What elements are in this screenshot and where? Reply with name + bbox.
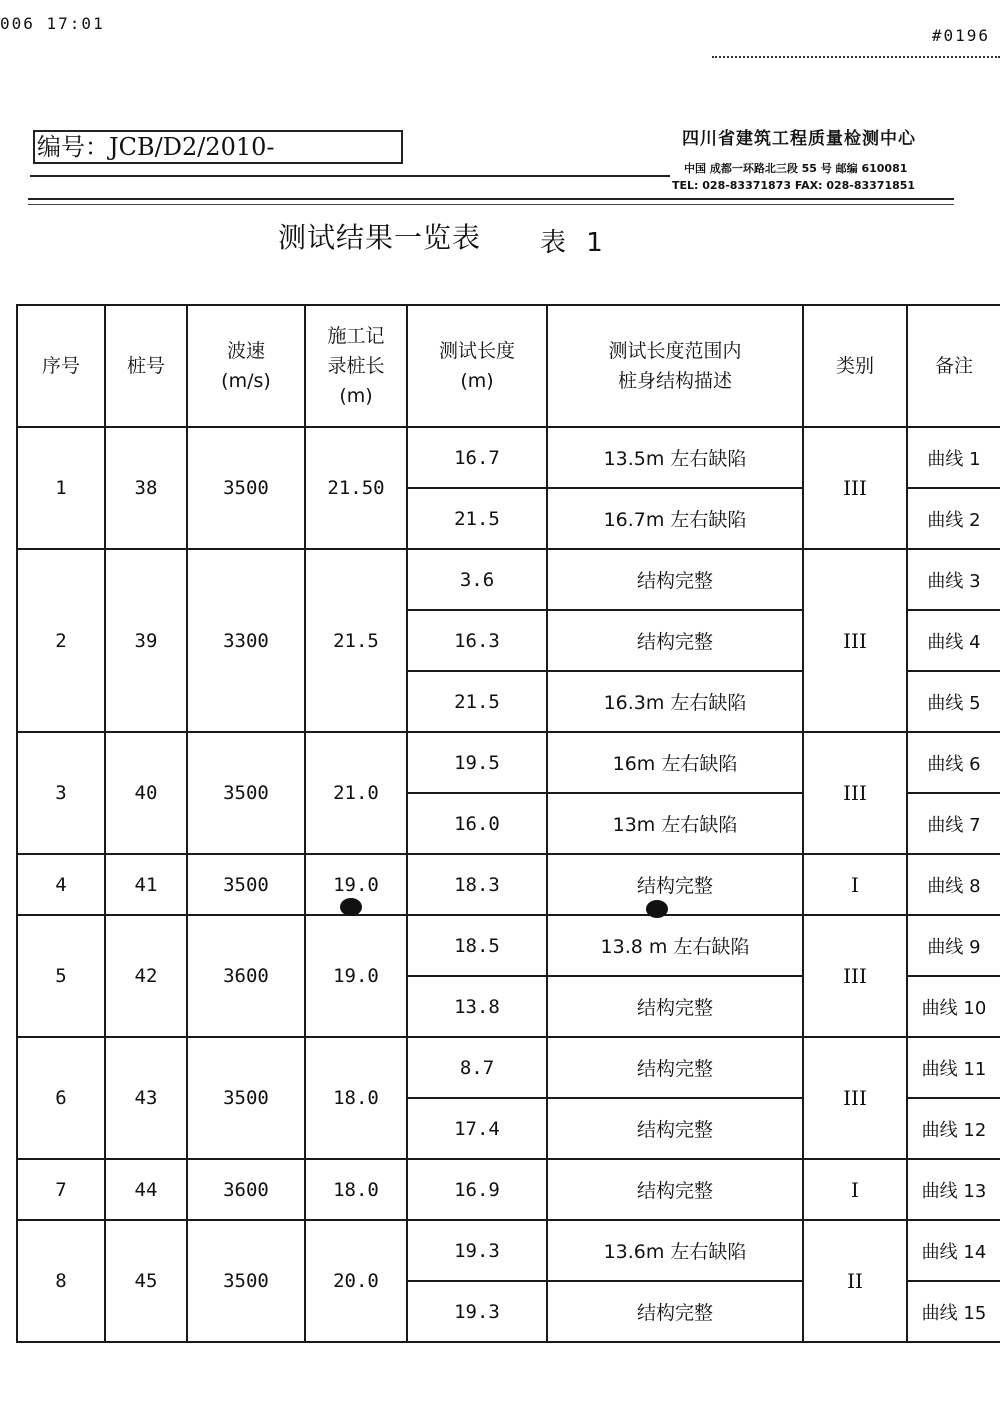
organization-name: 四川省建筑工程质量检测中心 bbox=[682, 129, 916, 149]
cell-seq: 8 bbox=[17, 1220, 105, 1342]
cell-category: III bbox=[803, 1037, 907, 1159]
cell-wave-speed: 3500 bbox=[187, 427, 305, 549]
header-note: 备注 bbox=[907, 305, 1000, 427]
cell-note: 曲线 3 bbox=[907, 549, 1000, 610]
cell-seq: 2 bbox=[17, 549, 105, 732]
cell-note: 曲线 7 bbox=[907, 793, 1000, 854]
cell-wave-speed: 3500 bbox=[187, 732, 305, 854]
cell-recorded-length: 18.0 bbox=[305, 1037, 407, 1159]
cell-recorded-length: 21.0 bbox=[305, 732, 407, 854]
cell-category: II bbox=[803, 1220, 907, 1342]
cell-test-length: 3.6 bbox=[407, 549, 547, 610]
cell-wave-speed: 3600 bbox=[187, 915, 305, 1037]
cell-category: I bbox=[803, 854, 907, 915]
cell-description: 16m 左右缺陷 bbox=[547, 732, 803, 793]
cell-test-length: 21.5 bbox=[407, 671, 547, 732]
cell-recorded-length: 18.0 bbox=[305, 1159, 407, 1220]
cell-description: 13m 左右缺陷 bbox=[547, 793, 803, 854]
cell-recorded-length: 21.5 bbox=[305, 549, 407, 732]
cell-recorded-length: 19.0 bbox=[305, 854, 407, 915]
header-test-length: 测试长度 (m) bbox=[407, 305, 547, 427]
header-description: 测试长度范围内 桩身结构描述 bbox=[547, 305, 803, 427]
fax-page-number: #0196 bbox=[931, 26, 990, 45]
cell-description: 结构完整 bbox=[547, 1159, 803, 1220]
cell-test-length: 8.7 bbox=[407, 1037, 547, 1098]
cell-test-length: 13.8 bbox=[407, 976, 547, 1037]
cell-wave-speed: 3500 bbox=[187, 854, 305, 915]
table-header-row bbox=[17, 305, 1000, 427]
header-seq: 序号 bbox=[17, 305, 105, 427]
page-title: 测试结果一览表 bbox=[278, 221, 482, 254]
table-tag: 表 1 bbox=[540, 228, 609, 258]
ink-blot bbox=[340, 898, 362, 916]
cell-recorded-length: 19.0 bbox=[305, 915, 407, 1037]
cell-recorded-length: 21.50 bbox=[305, 427, 407, 549]
cell-note: 曲线 11 bbox=[907, 1037, 1000, 1098]
organization-contact: TEL: 028-83371873 FAX: 028-83371851 bbox=[672, 179, 916, 192]
cell-note: 曲线 10 bbox=[907, 976, 1000, 1037]
table-row bbox=[17, 1037, 1000, 1098]
cell-note: 曲线 6 bbox=[907, 732, 1000, 793]
cell-note: 曲线 15 bbox=[907, 1281, 1000, 1342]
cell-description: 16.7m 左右缺陷 bbox=[547, 488, 803, 549]
cell-test-length: 19.3 bbox=[407, 1220, 547, 1281]
cell-category: I bbox=[803, 1159, 907, 1220]
header-recorded-length: 施工记 录桩长 (m) bbox=[305, 305, 407, 427]
cell-description: 13.6m 左右缺陷 bbox=[547, 1220, 803, 1281]
cell-description: 结构完整 bbox=[547, 1098, 803, 1159]
cell-pile: 43 bbox=[105, 1037, 187, 1159]
cell-seq: 1 bbox=[17, 427, 105, 549]
cell-description: 结构完整 bbox=[547, 1281, 803, 1342]
cell-pile: 38 bbox=[105, 427, 187, 549]
cell-test-length: 16.0 bbox=[407, 793, 547, 854]
header-rule bbox=[28, 198, 954, 200]
cell-category: III bbox=[803, 915, 907, 1037]
cell-pile: 45 bbox=[105, 1220, 187, 1342]
table-row bbox=[17, 1220, 1000, 1281]
cell-category: III bbox=[803, 427, 907, 549]
cell-test-length: 18.5 bbox=[407, 915, 547, 976]
cell-description: 13.5m 左右缺陷 bbox=[547, 427, 803, 488]
header-rule bbox=[30, 175, 670, 177]
cell-test-length: 16.9 bbox=[407, 1159, 547, 1220]
table-row bbox=[17, 732, 1000, 793]
cell-pile: 44 bbox=[105, 1159, 187, 1220]
cell-note: 曲线 4 bbox=[907, 610, 1000, 671]
ink-blot bbox=[646, 900, 668, 918]
cell-note: 曲线 13 bbox=[907, 1159, 1000, 1220]
cell-description: 结构完整 bbox=[547, 610, 803, 671]
cell-description: 13.8 m 左右缺陷 bbox=[547, 915, 803, 976]
header-pile: 桩号 bbox=[105, 305, 187, 427]
dotted-divider bbox=[712, 56, 1000, 58]
report-code-box bbox=[33, 130, 403, 164]
cell-note: 曲线 2 bbox=[907, 488, 1000, 549]
table-row bbox=[17, 1159, 1000, 1220]
cell-recorded-length: 20.0 bbox=[305, 1220, 407, 1342]
cell-wave-speed: 3300 bbox=[187, 549, 305, 732]
cell-note: 曲线 12 bbox=[907, 1098, 1000, 1159]
cell-test-length: 17.4 bbox=[407, 1098, 547, 1159]
cell-pile: 41 bbox=[105, 854, 187, 915]
cell-test-length: 18.3 bbox=[407, 854, 547, 915]
cell-category: III bbox=[803, 732, 907, 854]
cell-seq: 3 bbox=[17, 732, 105, 854]
cell-seq: 5 bbox=[17, 915, 105, 1037]
report-code-label: 编号： bbox=[37, 133, 109, 161]
table-row bbox=[17, 854, 1000, 915]
table-body bbox=[17, 427, 1000, 1342]
cell-note: 曲线 9 bbox=[907, 915, 1000, 976]
cell-pile: 39 bbox=[105, 549, 187, 732]
cell-wave-speed: 3500 bbox=[187, 1220, 305, 1342]
cell-test-length: 16.3 bbox=[407, 610, 547, 671]
organization-address: 中国 成都一环路北三段 55 号 邮编 610081 bbox=[684, 162, 908, 175]
cell-note: 曲线 8 bbox=[907, 854, 1000, 915]
header-wave-speed: 波速 (m/s) bbox=[187, 305, 305, 427]
cell-description: 结构完整 bbox=[547, 549, 803, 610]
cell-note: 曲线 14 bbox=[907, 1220, 1000, 1281]
cell-pile: 40 bbox=[105, 732, 187, 854]
fax-timestamp: 006 17:01 bbox=[0, 14, 105, 33]
table-row bbox=[17, 915, 1000, 976]
cell-test-length: 19.3 bbox=[407, 1281, 547, 1342]
cell-seq: 4 bbox=[17, 854, 105, 915]
cell-test-length: 19.5 bbox=[407, 732, 547, 793]
cell-seq: 7 bbox=[17, 1159, 105, 1220]
cell-seq: 6 bbox=[17, 1037, 105, 1159]
cell-pile: 42 bbox=[105, 915, 187, 1037]
cell-test-length: 21.5 bbox=[407, 488, 547, 549]
results-table bbox=[16, 304, 1000, 1343]
header-rule bbox=[28, 204, 954, 205]
cell-description: 结构完整 bbox=[547, 1037, 803, 1098]
cell-description: 结构完整 bbox=[547, 854, 803, 915]
cell-description: 结构完整 bbox=[547, 976, 803, 1037]
cell-wave-speed: 3500 bbox=[187, 1037, 305, 1159]
table-row bbox=[17, 427, 1000, 488]
cell-wave-speed: 3600 bbox=[187, 1159, 305, 1220]
cell-category: III bbox=[803, 549, 907, 732]
table-row bbox=[17, 549, 1000, 610]
cell-test-length: 16.7 bbox=[407, 427, 547, 488]
cell-note: 曲线 5 bbox=[907, 671, 1000, 732]
report-code-value: JCB/D2/2010- bbox=[109, 133, 275, 161]
header-category: 类别 bbox=[803, 305, 907, 427]
cell-description: 16.3m 左右缺陷 bbox=[547, 671, 803, 732]
cell-note: 曲线 1 bbox=[907, 427, 1000, 488]
